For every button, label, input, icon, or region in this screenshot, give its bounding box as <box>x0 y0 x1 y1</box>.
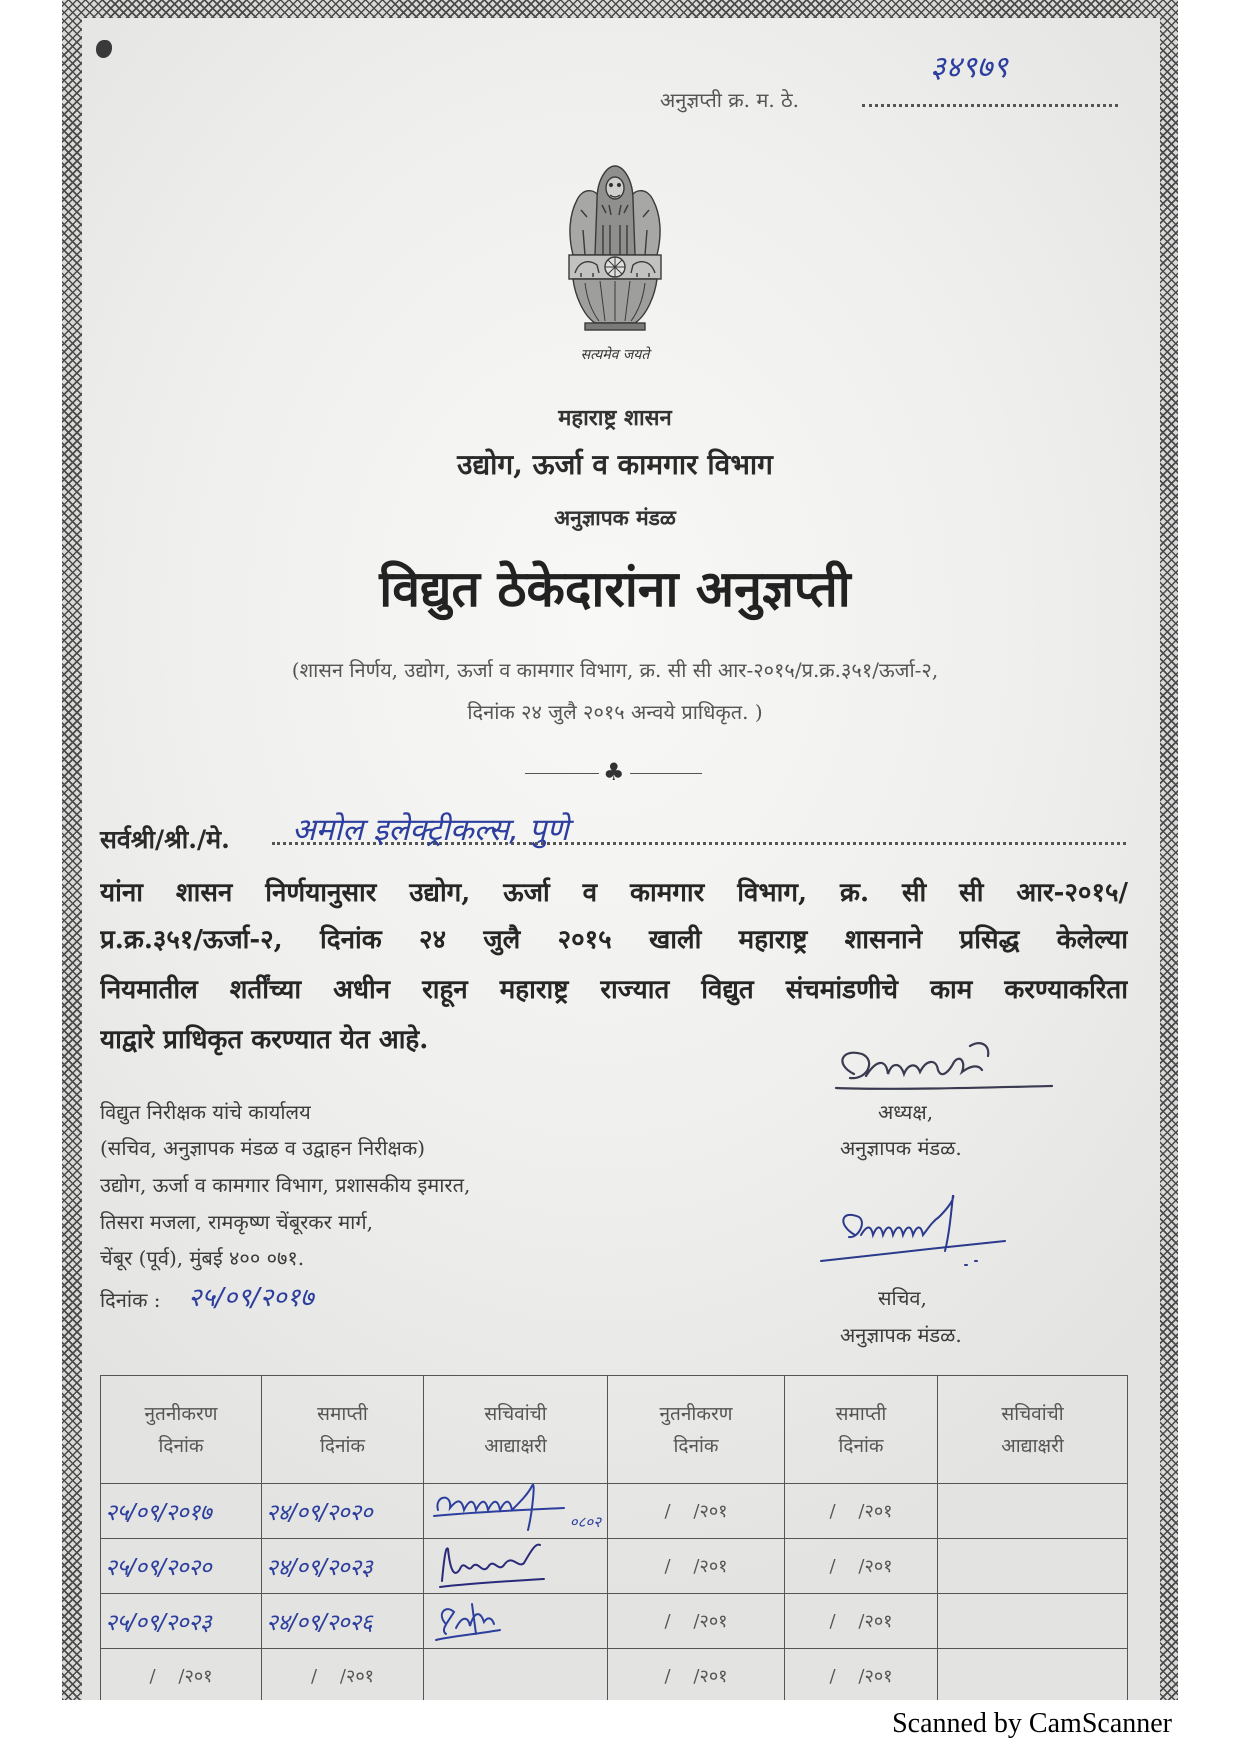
ashoka-lion-capital-icon <box>555 155 675 340</box>
chairman-signature <box>820 1040 1060 1115</box>
expiry-date-cell: / /२०१ <box>785 1649 938 1700</box>
chairman-board: अनुज्ञापक मंडळ. <box>840 1136 962 1160</box>
issue-date-label: दिनांक : <box>100 1288 161 1312</box>
office-address-line: तिसरा मजला, रामकृष्ण चेंबूरकर मार्ग, <box>100 1210 373 1234</box>
license-number-value: ३४९७९ <box>930 50 1008 85</box>
initials-note: ०८०२ <box>569 1513 601 1531</box>
table-header-label: आद्याक्षरी <box>1001 1435 1064 1457</box>
table-header-label: नुतनीकरण <box>659 1403 733 1425</box>
punch-hole-mark <box>96 40 112 58</box>
renewal-date-cell: २५/०९/२०२३ <box>101 1594 262 1649</box>
table-header-label: नुतनीकरण <box>144 1403 218 1425</box>
secretary-title: सचिव, <box>878 1286 927 1310</box>
office-address-line: विद्युत निरीक्षक यांचे कार्यालय <box>100 1100 311 1124</box>
authorization-text-line: नियमातील शर्तींच्या अधीन राहून महाराष्ट्र राज्यात विद्युत संचमांडणीचे काम करण्याकरिता <box>100 975 1128 1005</box>
secretary-initials-cell <box>938 1484 1128 1539</box>
table-header-cell <box>608 1376 785 1484</box>
table-header-label: दिनांक <box>673 1435 719 1457</box>
expiry-date-cell: / /२०१ <box>785 1539 938 1594</box>
license-number-label: अनुज्ञप्ती क्र. म. ठे. <box>660 88 800 112</box>
table-header-cell <box>938 1376 1128 1484</box>
secretary-initials-cell <box>938 1649 1128 1700</box>
scanner-watermark: Scanned by CamScanner <box>892 1708 1172 1739</box>
divider-line-right <box>630 773 702 774</box>
table-header-label: सचिवांची <box>1001 1403 1064 1425</box>
renewal-date-cell: / /२०१ <box>101 1649 262 1700</box>
secretary-initials-cell <box>424 1539 608 1594</box>
table-header-row <box>101 1376 1128 1484</box>
table-row <box>101 1484 1128 1539</box>
expiry-date-cell: २४/०९/२०२३ <box>262 1539 424 1594</box>
table-header-label: दिनांक <box>838 1435 884 1457</box>
authorization-text-line: प्र.क्र.३५१/ऊर्जा-२, दिनांक २४ जुलै २०१५ खाली महाराष्ट्र शासनाने प्रसिद्ध केलेल्या <box>100 925 1128 955</box>
table-header-cell <box>785 1376 938 1484</box>
divider-line-left <box>525 773 599 774</box>
table-row <box>101 1594 1128 1649</box>
renewal-date-cell: / /२०१ <box>608 1594 785 1649</box>
expiry-date-cell: / /२०१ <box>785 1594 938 1649</box>
renewal-date-cell: / /२०१ <box>608 1649 785 1700</box>
table-header-cell <box>262 1376 424 1484</box>
renewal-date-cell: २५/०९/२०२० <box>101 1539 262 1594</box>
secretary-initials-cell <box>938 1594 1128 1649</box>
initials-signature <box>432 1539 582 1591</box>
secretary-initials-cell <box>424 1594 608 1649</box>
table-row <box>101 1649 1128 1700</box>
initials-signature <box>432 1594 582 1646</box>
table-header-label: सचिवांची <box>484 1403 547 1425</box>
secretary-initials-cell <box>938 1539 1128 1594</box>
renewal-date-cell: २५/०९/२०१७ <box>101 1484 262 1539</box>
department-name: उद्योग, ऊर्जा व कामगार विभाग <box>457 448 773 481</box>
expiry-date-cell: / /२०१ <box>262 1649 424 1700</box>
government-name: महाराष्ट्र शासन <box>558 405 672 431</box>
table-header-cell <box>424 1376 608 1484</box>
office-address-line: (सचिव, अनुज्ञापक मंडळ व उद्वाहन निरीक्षक) <box>100 1136 426 1160</box>
office-address-line: उद्योग, ऊर्जा व कामगार विभाग, प्रशासकीय इमारत, <box>100 1173 471 1197</box>
table-row <box>101 1539 1128 1594</box>
licensee-label: सर्वश्री/श्री./मे. <box>100 825 230 854</box>
table-header-label: दिनांक <box>319 1435 366 1457</box>
authorization-text-line: याद्वारे प्राधिकृत करण्यात येत आहे. <box>100 1025 429 1055</box>
expiry-date-cell: २४/०९/२०२६ <box>262 1594 424 1649</box>
secretary-initials-cell <box>424 1649 608 1700</box>
secretary-board: अनुज्ञापक मंडळ. <box>840 1323 962 1347</box>
table-header-label: आद्याक्षरी <box>484 1435 547 1457</box>
authority-reference-line-1: (शासन निर्णय, उद्योग, ऊर्जा व कामगार विभाग, क्र. सी सी आर-२०१५/प्र.क्र.३५१/ऊर्जा-२, <box>291 658 939 682</box>
table-header-cell <box>101 1376 262 1484</box>
office-address-line: चेंबूर (पूर्व), मुंबई ४०० ०७१. <box>100 1246 305 1270</box>
license-number-dotted-line <box>862 104 1118 107</box>
licensee-name: अमोल इलेक्ट्रीकल्स, पुणे <box>292 812 569 848</box>
secretary-signature <box>815 1195 1025 1290</box>
emblem-motto: सत्यमेव जयते <box>580 347 650 363</box>
secretary-initials-cell <box>424 1484 608 1539</box>
authority-reference-line-2: दिनांक २४ जुलै २०१५ अन्वये प्राधिकृत. ) <box>467 700 763 724</box>
table-header-label: दिनांक <box>158 1435 204 1457</box>
club-divider-icon: ♣ <box>603 758 625 786</box>
authorization-text-line: यांना शासन निर्णयानुसार उद्योग, ऊर्जा व कामगार विभाग, क्र. सी सी आर-२०१५/ <box>100 878 1128 908</box>
chairman-title: अध्यक्ष, <box>878 1100 934 1124</box>
renewal-table <box>100 1375 1128 1700</box>
initials-signature <box>432 1484 582 1536</box>
certificate-title: विद्युत ठेकेदारांना अनुज्ञप्ती <box>379 559 851 618</box>
issue-date-value: २५/०९/२०१७ <box>188 1283 314 1313</box>
renewal-date-cell: / /२०१ <box>608 1484 785 1539</box>
renewal-date-cell: / /२०१ <box>608 1539 785 1594</box>
expiry-date-cell: २४/०९/२०२० <box>262 1484 424 1539</box>
table-header-label: समाप्ती <box>835 1403 887 1425</box>
licensing-board-name: अनुज्ञापक मंडळ <box>554 505 676 530</box>
table-header-label: समाप्ती <box>317 1403 368 1425</box>
expiry-date-cell: / /२०१ <box>785 1484 938 1539</box>
